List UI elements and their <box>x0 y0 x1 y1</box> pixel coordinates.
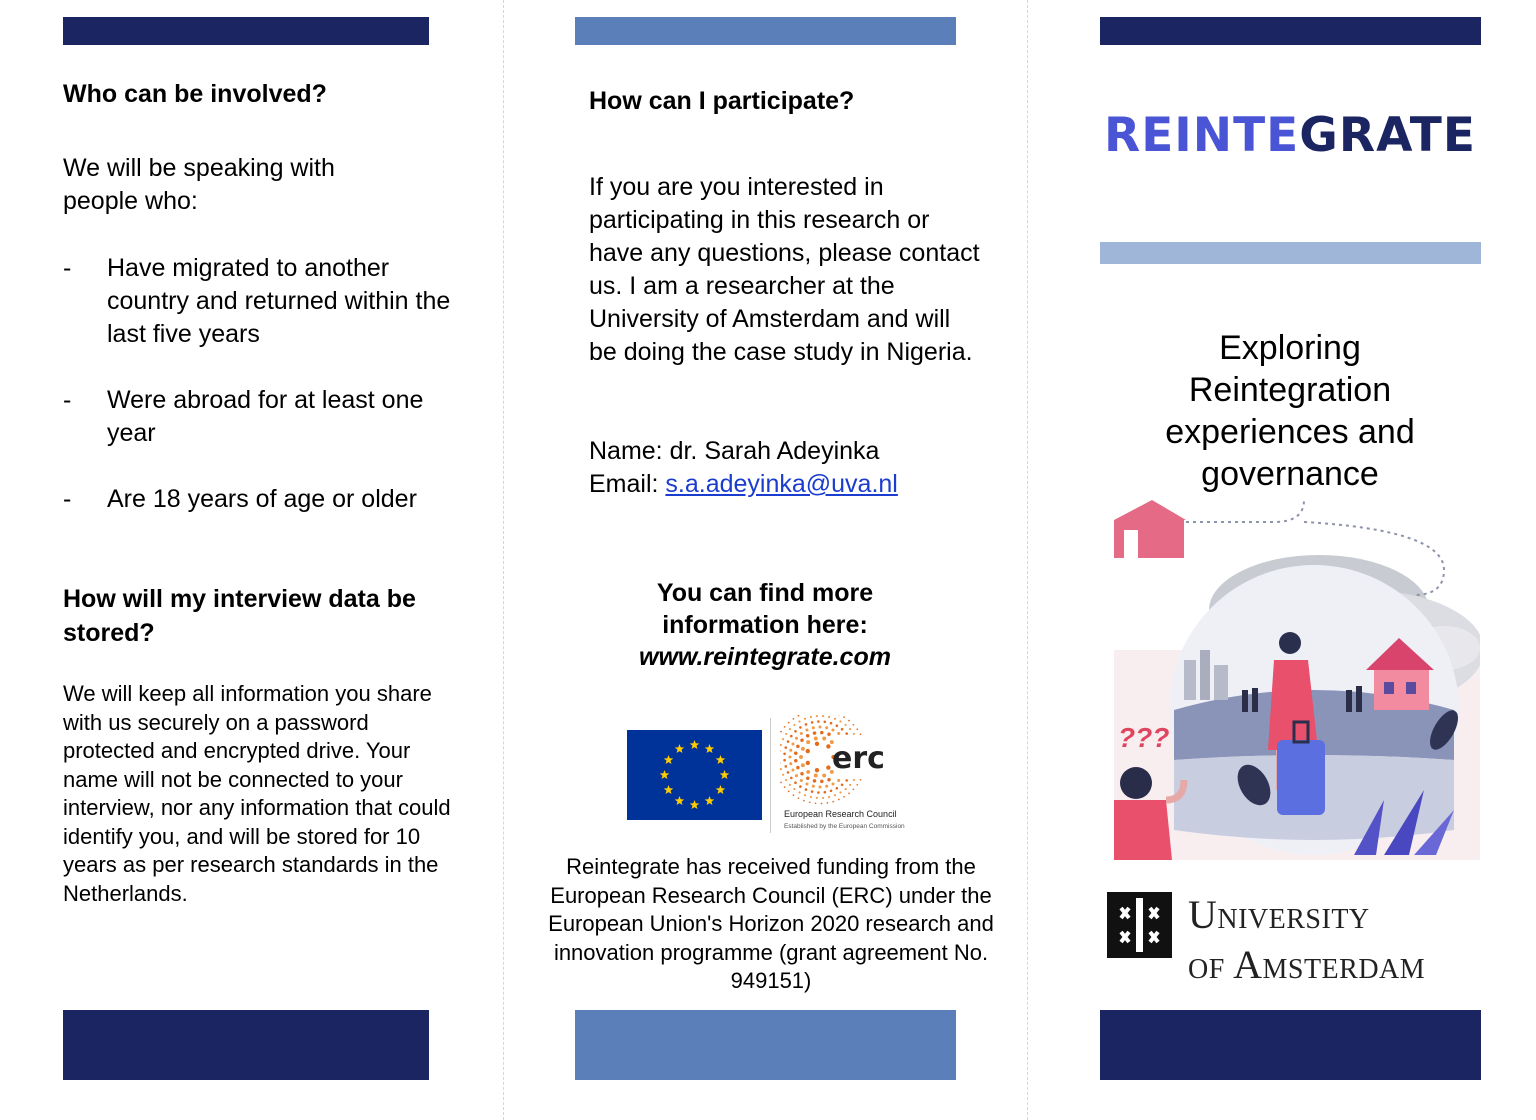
erc-dot <box>800 772 803 775</box>
more-info-block <box>540 577 990 673</box>
erc-dot <box>799 726 802 729</box>
middle-top-bar <box>575 17 956 45</box>
erc-dot <box>785 733 787 735</box>
erc-dot <box>785 765 788 768</box>
erc-dot <box>825 785 828 788</box>
erc-dot <box>790 735 793 738</box>
eu-star <box>690 740 700 749</box>
erc-dot <box>853 733 855 735</box>
erc-dot <box>798 797 800 799</box>
eu-star <box>690 800 700 809</box>
erc-dot <box>828 796 830 798</box>
left-top-bar <box>63 17 429 45</box>
erc-dot <box>800 739 803 742</box>
participate-heading: How can I participate? <box>589 87 855 115</box>
fold-line-right <box>1027 0 1028 1120</box>
erc-dot <box>826 744 830 748</box>
erc-dot <box>822 737 826 741</box>
erc-dot <box>782 738 784 740</box>
erc-dot <box>780 762 781 764</box>
eu-star <box>675 796 685 805</box>
erc-dot <box>815 768 819 772</box>
erc-dot <box>806 770 810 774</box>
erc-dot <box>815 742 819 746</box>
erc-dot <box>841 784 844 787</box>
erc-dot <box>801 747 805 751</box>
erc-dot <box>815 802 817 804</box>
erc-dot <box>831 728 834 731</box>
erc-dot <box>806 734 809 737</box>
erc-dot <box>780 744 782 746</box>
eu-star <box>675 744 685 753</box>
erc-dot <box>848 720 850 722</box>
erc-dot <box>806 776 809 779</box>
erc-dot <box>789 784 791 786</box>
erc-dot <box>839 791 841 793</box>
eu-flag-logo <box>627 730 762 820</box>
erc-dot <box>798 720 800 722</box>
eu-star <box>664 785 674 794</box>
erc-dot <box>853 788 855 790</box>
erc-dot <box>780 750 781 752</box>
erc-dot <box>860 733 862 735</box>
erc-dot <box>860 779 862 781</box>
erc-dot <box>839 720 841 722</box>
erc-dot <box>782 774 784 776</box>
erc-dot <box>793 788 795 790</box>
erc-dot <box>810 796 812 798</box>
university-name <box>1188 890 1518 990</box>
uva-crest-logo <box>1107 892 1172 958</box>
eu-star <box>664 755 674 764</box>
reintegrate-logo <box>1104 108 1484 164</box>
erc-logo <box>780 715 910 835</box>
eu-star <box>660 770 670 779</box>
erc-dot <box>845 732 848 735</box>
erc-dot <box>789 749 792 752</box>
eu-star <box>720 770 730 779</box>
eligibility-list <box>63 252 463 549</box>
list-item <box>63 384 463 450</box>
storage-text: We will keep all information you share with us securely on a password protected and encrypted drive. Your name will not be connected to your interview, nor any information that could identify you, and will be stored for 10 years as per research standards in the Netherlands. <box>63 681 451 906</box>
erc-dot <box>805 788 808 791</box>
erc-dot <box>831 782 834 785</box>
erc-dot <box>826 765 830 769</box>
erc-dot <box>787 771 790 774</box>
erc-dot <box>785 779 787 781</box>
erc-dot <box>795 774 798 777</box>
erc-dot <box>849 784 851 786</box>
erc-dot <box>794 752 797 755</box>
uva-crest-icon <box>1107 892 1172 958</box>
erc-dot <box>798 715 800 717</box>
erc-dot <box>784 726 786 728</box>
right-mid-bar <box>1100 242 1481 264</box>
erc-dot <box>801 763 805 767</box>
website-text: www.reintegrate.com <box>639 643 891 671</box>
erc-logo-text: erc <box>832 741 885 776</box>
erc-dot <box>824 791 827 794</box>
list-item <box>63 483 463 516</box>
erc-dot <box>822 774 826 778</box>
intro-text: We will be speaking with people who: <box>63 154 335 215</box>
fold-line-left <box>503 0 504 1120</box>
erc-dot <box>800 732 803 735</box>
storage-heading: How will my interview data be stored? <box>63 585 416 647</box>
erc-subcaption: Established by the European Commission <box>784 823 905 830</box>
erc-dot <box>845 788 847 790</box>
erc-dot <box>806 761 810 765</box>
erc-caption: European Research Council <box>784 809 897 819</box>
contact-email-line <box>589 468 989 501</box>
erc-dot <box>793 718 795 720</box>
erc-dot <box>800 779 803 782</box>
erc-dot <box>788 755 791 758</box>
erc-dot <box>793 724 795 726</box>
erc-dot <box>856 728 858 730</box>
list-item-text: Were abroad for at least one year <box>107 386 424 447</box>
erc-dot <box>790 777 793 780</box>
erc-dot <box>809 801 811 803</box>
contact-name: Name: dr. Sarah Adeyinka <box>589 437 880 465</box>
erc-dot <box>813 779 816 782</box>
erc-dot <box>816 797 818 799</box>
erc-dot <box>791 742 794 745</box>
erc-dot <box>827 778 830 781</box>
funding-text: Reintegrate has received funding from the European Research Council (ERC) under the European Union's Horizon 2020 research and innovation programme (grant agreement No. 949151) <box>548 854 994 993</box>
erc-dot <box>836 787 839 790</box>
erc-dot <box>843 796 845 798</box>
erc-dot <box>794 781 797 784</box>
eu-star <box>705 744 715 753</box>
erc-dot <box>834 718 836 720</box>
erc-dot <box>838 799 840 801</box>
erc-dot <box>784 786 786 788</box>
erc-dot <box>805 723 808 726</box>
erc-dot <box>845 724 847 726</box>
erc-dot <box>788 722 790 724</box>
more-info-line2: information here: <box>662 611 868 639</box>
erc-dot <box>827 802 829 804</box>
erc-dot <box>798 791 800 793</box>
university-line1: University <box>1188 892 1370 937</box>
erc-dot <box>789 762 792 765</box>
erc-dot <box>805 728 808 731</box>
erc-dot <box>822 797 824 799</box>
erc-dot <box>818 725 821 728</box>
erc-dot <box>837 732 840 735</box>
erc-dot <box>812 726 815 729</box>
erc-dot <box>803 800 805 802</box>
erc-dot <box>853 724 855 726</box>
erc-dot <box>849 728 851 730</box>
erc-dot <box>783 753 786 756</box>
eu-star <box>705 796 715 805</box>
right-top-bar <box>1100 17 1481 45</box>
erc-dot <box>848 793 850 795</box>
erc-dot <box>818 785 821 788</box>
erc-dot <box>799 785 802 788</box>
bullet-dash: - <box>63 386 72 414</box>
erc-dot <box>841 728 844 731</box>
erc-dot <box>832 801 834 803</box>
erc-dot <box>814 737 818 741</box>
bullet-dash: - <box>63 254 72 282</box>
erc-dot <box>789 728 791 730</box>
erc-dot <box>785 746 788 749</box>
erc-dot <box>820 731 823 734</box>
erc-dot <box>804 794 806 796</box>
erc-dot <box>821 803 823 805</box>
erc-dot <box>817 720 820 723</box>
erc-dot <box>794 759 797 762</box>
eu-star <box>716 755 726 764</box>
erc-dot <box>795 737 798 740</box>
erc-dot <box>806 749 810 753</box>
erc-dot <box>853 779 855 781</box>
migration-illustration <box>1114 500 1480 860</box>
erc-dot <box>783 759 786 762</box>
left-bottom-bar <box>63 1010 429 1080</box>
more-info-line1: You can find more <box>656 579 874 607</box>
erc-dot <box>811 721 814 724</box>
erc-dot <box>825 726 828 729</box>
erc-dot <box>813 731 816 734</box>
eu-stars-icon <box>627 730 762 820</box>
erc-dot <box>812 785 815 788</box>
erc-dot <box>828 716 830 718</box>
list-item-text: Are 18 years of age or older <box>107 485 417 513</box>
erc-dot <box>843 716 845 718</box>
logo-part1: REINTE <box>1104 108 1300 163</box>
erc-dot <box>824 721 827 724</box>
bullet-dash: - <box>63 485 72 513</box>
erc-dot <box>804 718 806 720</box>
erc-dot <box>816 715 818 717</box>
erc-dot <box>780 782 782 784</box>
erc-dot <box>780 768 782 770</box>
eu-star <box>716 785 726 794</box>
erc-dot <box>856 784 858 786</box>
erc-dot <box>799 755 803 759</box>
middle-bottom-bar <box>575 1010 956 1080</box>
email-label: Email: <box>589 470 666 498</box>
erc-dot <box>806 740 810 744</box>
erc-dot <box>791 768 794 771</box>
erc-dot <box>805 782 808 785</box>
erc-dot <box>837 779 840 782</box>
erc-dot <box>836 724 839 727</box>
erc-dot <box>817 791 820 794</box>
erc-dot <box>788 791 790 793</box>
participate-text: If you are you interested in participating in this research or have any questions, please contact us. I am a researcher at the University of Amsterdam and will be doing the case study in Nigeria. <box>589 173 980 366</box>
brochure-title: Exploring Reintegration experiences and governance <box>1165 329 1415 493</box>
logo-divider <box>770 718 771 833</box>
email-link[interactable]: s.a.adeyinka@uva.nl <box>665 470 898 498</box>
erc-dot <box>822 715 824 717</box>
university-line2: of Amsterdam <box>1188 942 1426 987</box>
logo-part2: GRATE <box>1299 108 1476 163</box>
erc-dot <box>814 774 818 778</box>
right-bottom-bar <box>1100 1010 1481 1080</box>
erc-dot <box>811 790 814 793</box>
erc-dot <box>845 779 848 782</box>
list-item <box>63 252 463 351</box>
who-heading: Who can be involved? <box>63 80 327 108</box>
erc-dot <box>830 790 833 793</box>
erc-dot <box>793 794 795 796</box>
erc-dot <box>827 732 830 735</box>
erc-dot <box>820 780 823 783</box>
erc-dot <box>830 722 833 725</box>
erc-dot <box>810 716 812 718</box>
question-marks: ??? <box>1118 722 1170 753</box>
list-item-text: Have migrated to another country and returned within the last five years <box>107 254 451 348</box>
illustration-svg <box>1114 500 1480 860</box>
erc-dot <box>780 731 782 733</box>
erc-dot <box>787 740 790 743</box>
erc-dot <box>796 766 799 769</box>
erc-dot <box>794 730 797 733</box>
erc-dot <box>796 745 799 748</box>
erc-dot <box>834 794 836 796</box>
